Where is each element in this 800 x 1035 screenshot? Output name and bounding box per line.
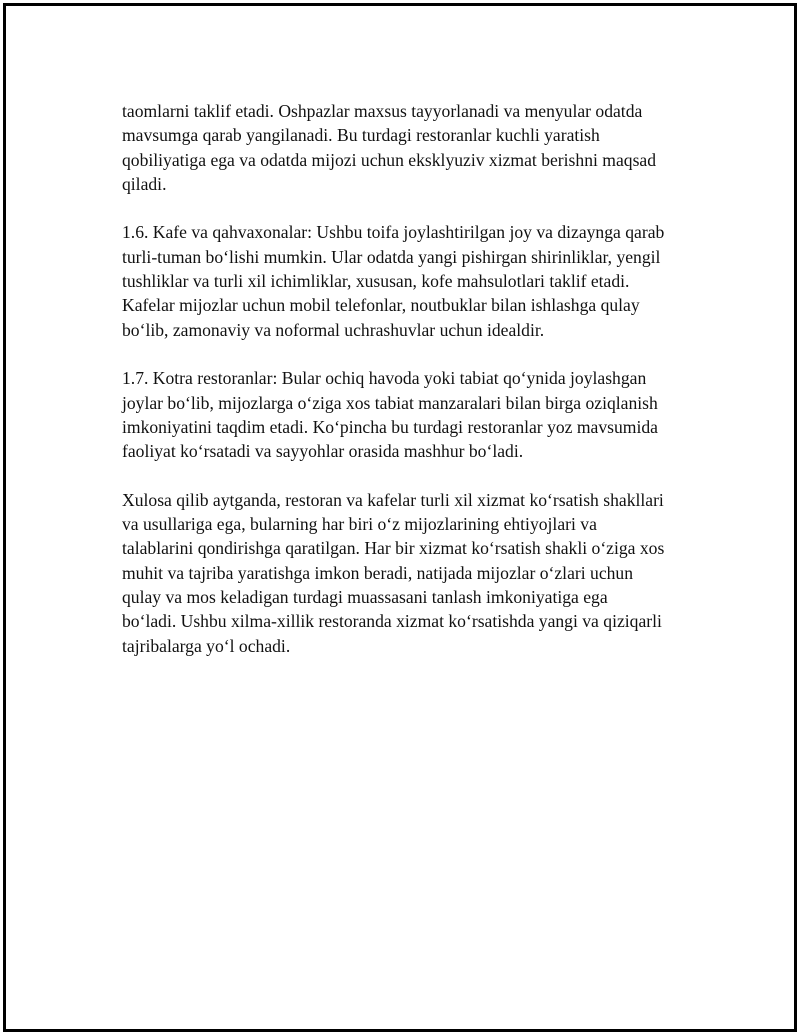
text-line: 1.7. Kotra restoranlar: Bular ochiq havoda yoki tabiat qo‘ynida joylashgan	[122, 368, 647, 389]
page-frame	[3, 3, 797, 1032]
paragraph-cafes	[122, 220, 712, 341]
text-line: taomlarni taklif etadi. Oshpazlar maxsus tayyorlanadi va menyular odatda	[122, 101, 643, 121]
paragraph-restaurant-continuation	[122, 99, 712, 196]
text-line: muhit va tajriba yaratishga imkon beradi, natijada mijozlar o‘zlari uchun	[122, 562, 634, 583]
text-line: bo‘ladi. Ushbu xilma-xillik restoranda xizmat ko‘rsatishda yangi va qiziqarli	[122, 611, 662, 632]
text-line: qiladi.	[122, 173, 167, 194]
text-line: tajribalarga yo‘l ochadi.	[122, 635, 291, 656]
text-line: joylar bo‘lib, mijozlarga o‘ziga xos tabiat manzaralari bilan birga oziqlanish	[122, 392, 658, 413]
text-line: Kafelar mijozlar uchun mobil telefonlar, noutbuklar bilan ishlashga qulay	[122, 295, 640, 316]
text-line: va usullariga ega, bularning har biri o‘z mijozlarining ehtiyojlari va	[122, 514, 597, 535]
paragraph-outdoor-restaurants	[122, 366, 712, 463]
text-line: qulay va mos keladigan turdagi muassasani tanlash imkoniyatiga ega	[122, 586, 608, 607]
text-line: tushliklar va turli xil ichimliklar, xususan, kofe mahsulotlari taklif etadi.	[122, 271, 630, 292]
text-line: qobiliyatiga ega va odatda mijozi uchun eksklyuziv xizmat berishni maqsad	[122, 149, 657, 170]
paragraph-conclusion	[122, 488, 712, 658]
text-line: 1.6. Kafe va qahvaxonalar: Ushbu toifa joylashtirilgan joy va dizaynga qarab	[122, 222, 665, 243]
text-line: Xulosa qilib aytganda, restoran va kafelar turli xil xizmat ko‘rsatish shakllari	[122, 489, 664, 510]
text-line: mavsumga qarab yangilanadi. Bu turdagi restoranlar kuchli yaratish	[122, 125, 600, 146]
page-content	[122, 99, 712, 682]
text-line: faoliyat ko‘rsatadi va sayyohlar orasida mashhur bo‘ladi.	[122, 441, 524, 462]
text-line: talablarini qondirishga qaratilgan. Har bir xizmat ko‘rsatish shakli o‘ziga xos	[122, 538, 665, 559]
text-line: imkoniyatini taqdim etadi. Ko‘pincha bu turdagi restoranlar yoz mavsumida	[122, 416, 658, 437]
text-line: bo‘lib, zamonaviy va noformal uchrashuvlar uchun idealdir.	[122, 319, 545, 340]
text-line: turli-tuman bo‘lishi mumkin. Ular odatda yangi pishirgan shirinliklar, yengil	[122, 246, 661, 267]
